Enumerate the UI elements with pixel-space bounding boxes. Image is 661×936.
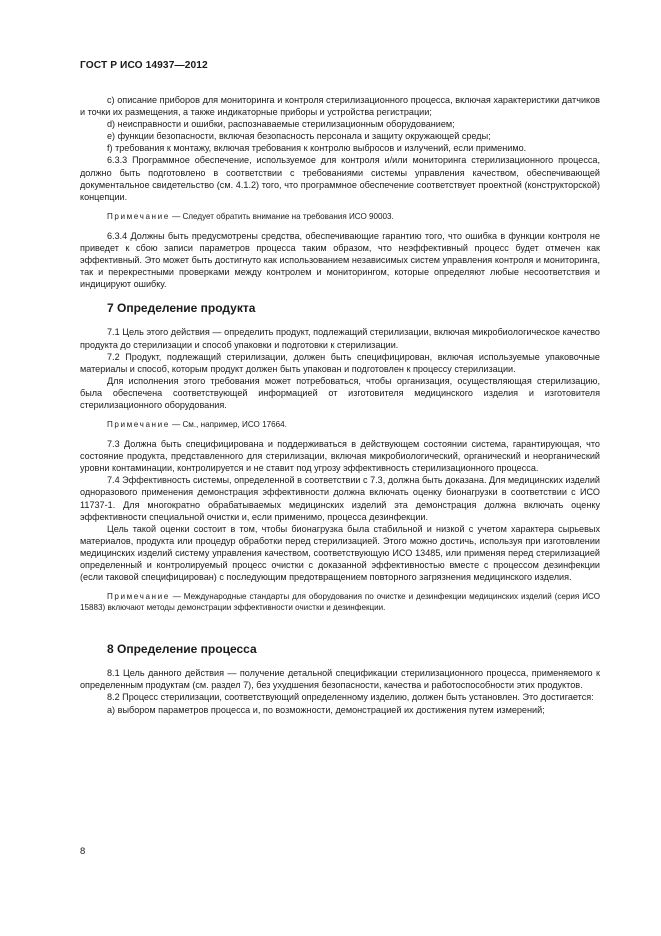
list-item-e: e) функции безопасности, включая безопасность персонала и защиту окружающей среды; xyxy=(107,131,491,142)
note-label: Примечание xyxy=(107,211,170,221)
section-8-heading: 8 Определение процесса xyxy=(107,642,257,657)
paragraph-7-3: 7.3 Должна быть специфицирована и поддерживаться в действующем состоянии система, гарантирующая, что состояние продукта, представленного для стерилизации, включая микробиологический, органический и неорганический уровни контаминации, контролируется и не ставит под угрозу эффективность стерилизационного процесса. xyxy=(80,439,600,474)
list-item-f: f) требования к монтажу, включая требования к контролю выбросов и излучений, если применимо. xyxy=(107,143,527,154)
page-content xyxy=(80,94,600,716)
paragraph-7-1: 7.1 Цель этого действия — определить продукт, подлежащий стерилизации, включая микробиологическое качество продукта до стерилизации и способ упаковки и подготовки к стерилизации. xyxy=(80,327,600,350)
note-1-text: — Следует обратить внимание на требования ИСО 90003. xyxy=(169,211,394,221)
list-item-d: d) неисправности и ошибки, распознаваемые стерилизационным оборудованием; xyxy=(107,119,455,130)
note-3-text: — Международные стандарты для оборудования по очистке и дезинфекции медицинских изделий (серия ИСО 15883) включают методы демонстрации эффективности очистки и дезинфекции. xyxy=(80,592,600,613)
list-item-c: с) описание приборов для мониторинга и контроля стерилизационного процесса, включая характеристики датчиков и точки их размещения, а также индикаторные приборы и устройства регистрации; xyxy=(80,95,600,118)
paragraph-6-3-4: 6.3.4 Должны быть предусмотрены средства, обеспечивающие гарантию того, что ошибка в функции контроля не приведет к сбою записи параметров процесса таким образом, что неэффективный процесс будет отмечен как эффективный. Это может быть достигнуто как использованием независимых систем управления контроля и мониторинга, так и перекрестными проверками между контролем и мониторингом, которые определяют любые несоответствия и индицируют ошибку. xyxy=(80,230,600,290)
note-3 xyxy=(80,591,600,613)
paragraph-8-1: 8.1 Цель данного действия — получение детальной спецификации стерилизационного процесса, применяемого к определенным продуктам (см. раздел 7), без ухудшения безопасности, качества и работоспособности этих продуктов. xyxy=(80,668,600,691)
note-2-text: — См., например, ИСО 17664. xyxy=(169,420,287,430)
note-label: Примечание xyxy=(107,420,170,430)
note-label: Примечание xyxy=(107,592,170,602)
paragraph-7-2-continued: Для исполнения этого требования может потребоваться, чтобы организация, осуществляющая стерилизацию, была обеспечена соответствующей информацией от изготовителя медицинского изделия и изготовителя стерилизационного оборудования. xyxy=(80,375,600,410)
paragraph-7-4: 7.4 Эффективность системы, определенной в соответствии с 7.3, должна быть доказана. Для медицинских изделий одноразового применения демонстрация эффективности должна включать оценку бионагрузки в соответствии с ИСО 11737-1. Для многократно обрабатываемых медицинских изделий эта демонстрация должна включать оценку эффективности специальной очистки и, если применимо, процесса дезинфекции. xyxy=(80,475,600,522)
section-7-heading: 7 Определение продукта xyxy=(107,301,256,316)
page-number: 8 xyxy=(80,846,86,857)
paragraph-8-2: 8.2 Процесс стерилизации, соответствующий определенному изделию, должен быть установлен. Это достигается: xyxy=(107,692,594,703)
note-2 xyxy=(80,419,600,430)
note-1 xyxy=(80,211,600,222)
document-header: ГОСТ Р ИСО 14937—2012 xyxy=(80,60,208,71)
list-item-a: а) выбором параметров процесса и, по возможности, демонстрацией их достижения путем измерений; xyxy=(107,704,545,715)
paragraph-7-4-continued: Цель такой оценки состоит в том, чтобы бионагрузка была стабильной и низкой с учетом характера сырьевых материалов, продукта или процедур обработки перед стерилизацией. Этого можно достичь, используя при изготовлении медицинских изделий систему управления качеством, соответствующую ИСО 13485, или применяя перед стерилизацией определенный и контролируемый процесс очистки с доказанной эффективностью вместе с процессом дезинфекции (если таковой специфицирован) с последующим предотвращением повторного загрязнения медицинского изделия. xyxy=(80,523,600,583)
paragraph-7-2: 7.2 Продукт, подлежащий стерилизации, должен быть специфицирован, включая используемые упаковочные материалы и способ, которым продукт должен быть упакован и подготовлен к процессу стерилизации. xyxy=(80,351,600,374)
paragraph-6-3-3: 6.3.3 Программное обеспечение, используемое для контроля и/или мониторинга стерилизационного процесса, должно быть подготовлено в соответствии с требованиями системы управления качеством, обеспечивающей документальное свидетельство (см. 4.1.2) того, что программное обеспечение соответствует проектной (конструкторской) концепции. xyxy=(80,155,600,202)
